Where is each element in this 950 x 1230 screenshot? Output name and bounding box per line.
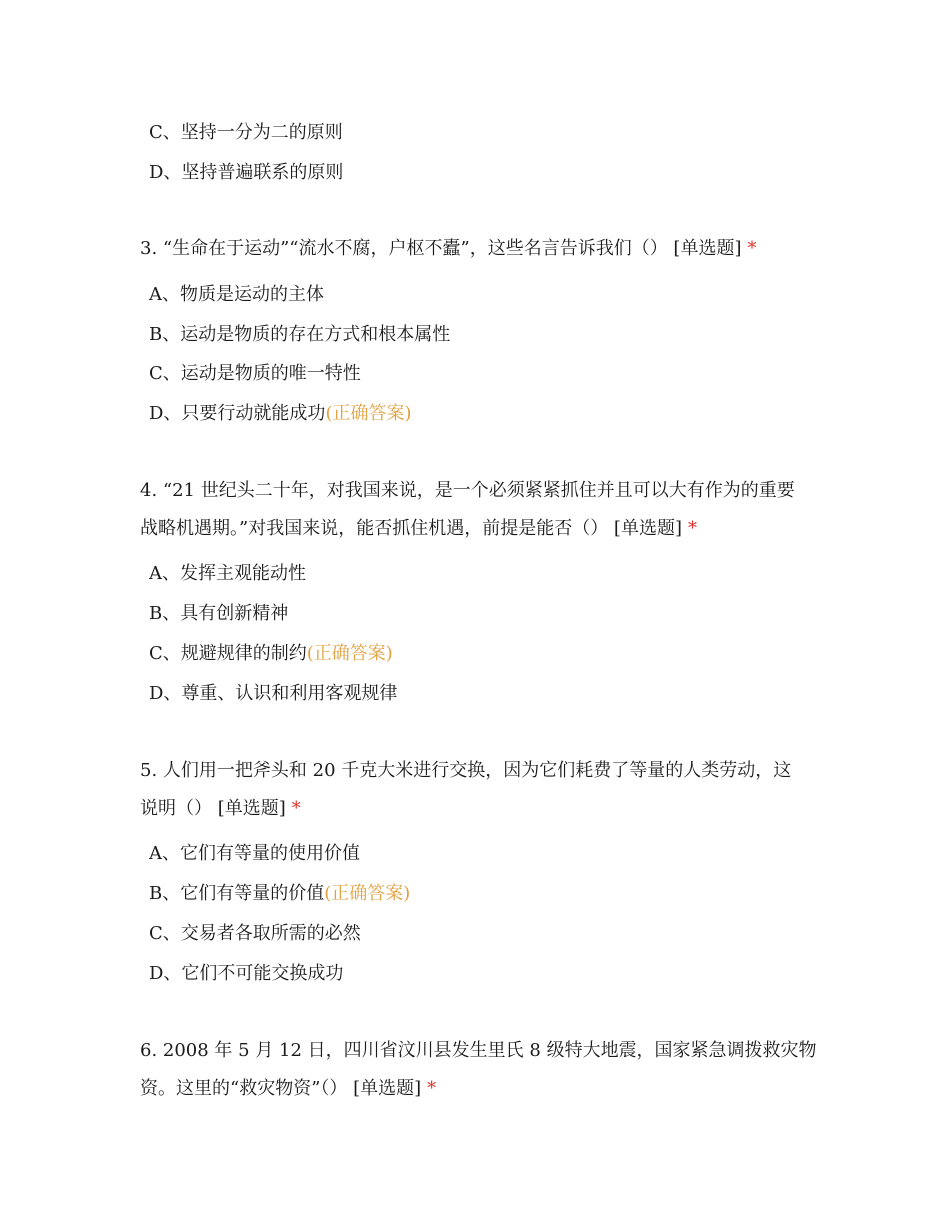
option-text: C、运动是物质的唯一特性 (149, 363, 361, 384)
question-text: 3. “生命在于运动”“流水不腐，户枢不蠹”，这些名言告诉我们（） [单选题] (140, 238, 742, 259)
required-mark: * (427, 1078, 437, 1099)
question-text: 5. 人们用一把斧头和 20 千克大米进行交换，因为它们耗费了等量的人类劳动，这 (140, 760, 792, 781)
question-text: 说明（） [单选题] (140, 798, 286, 819)
option-q4-b[interactable] (149, 602, 288, 626)
question-6-title-line1 (140, 1039, 817, 1063)
option-q4-c[interactable] (149, 642, 393, 666)
correct-answer-tag: (正确答案) (324, 883, 411, 904)
question-4-title-line1 (140, 479, 795, 503)
option-text: D、坚持普遍联系的原则 (149, 162, 344, 183)
option-text: C、坚持一分为二的原则 (149, 122, 343, 143)
option-text: A、它们有等量的使用价值 (149, 843, 360, 864)
question-text: 资。这里的“救灾物资”（） [单选题] (140, 1078, 422, 1099)
question-text: 6. 2008 年 5 月 12 日，四川省汶川县发生里氏 8 级特大地震，国家紧急调拨救灾物 (140, 1040, 817, 1061)
option-q2-c[interactable] (149, 121, 343, 145)
option-text: D、只要行动就能成功 (149, 403, 326, 424)
option-text: A、物质是运动的主体 (149, 284, 324, 305)
option-text: B、运动是物质的存在方式和根本属性 (149, 324, 451, 345)
question-6-title-line2 (140, 1077, 436, 1101)
option-q4-a[interactable] (149, 562, 306, 586)
correct-answer-tag: (正确答案) (306, 643, 393, 664)
option-text: B、它们有等量的价值 (149, 883, 325, 904)
question-4-title-line2 (140, 517, 697, 541)
option-text: D、尊重、认识和利用客观规律 (149, 683, 398, 704)
option-q3-d[interactable] (149, 402, 411, 426)
option-q5-b[interactable] (149, 882, 410, 906)
option-q3-b[interactable] (149, 323, 450, 347)
correct-answer-tag: (正确答案) (325, 403, 412, 424)
option-text: D、它们不可能交换成功 (149, 963, 344, 984)
question-3-title (140, 237, 756, 261)
option-q2-d[interactable] (149, 161, 343, 185)
option-text: B、具有创新精神 (149, 603, 289, 624)
question-5-title-line2 (140, 797, 301, 821)
option-text: A、发挥主观能动性 (149, 563, 306, 584)
question-5-title-line1 (140, 759, 791, 783)
question-text: 战略机遇期。”对我国来说，能否抓住机遇，前提是能否（） [单选题] (140, 518, 682, 539)
question-text: 4. “21 世纪头二十年，对我国来说，是一个必须紧紧抓住并且可以大有作为的重要 (140, 480, 795, 501)
option-q5-d[interactable] (149, 962, 343, 986)
option-q3-c[interactable] (149, 362, 361, 386)
option-q3-a[interactable] (149, 283, 324, 307)
option-text: C、交易者各取所需的必然 (149, 923, 361, 944)
option-text: C、规避规律的制约 (149, 643, 307, 664)
option-q5-a[interactable] (149, 842, 360, 866)
option-q4-d[interactable] (149, 682, 397, 706)
required-mark: * (687, 518, 697, 539)
option-q5-c[interactable] (149, 922, 361, 946)
required-mark: * (747, 238, 757, 259)
required-mark: * (291, 798, 301, 819)
